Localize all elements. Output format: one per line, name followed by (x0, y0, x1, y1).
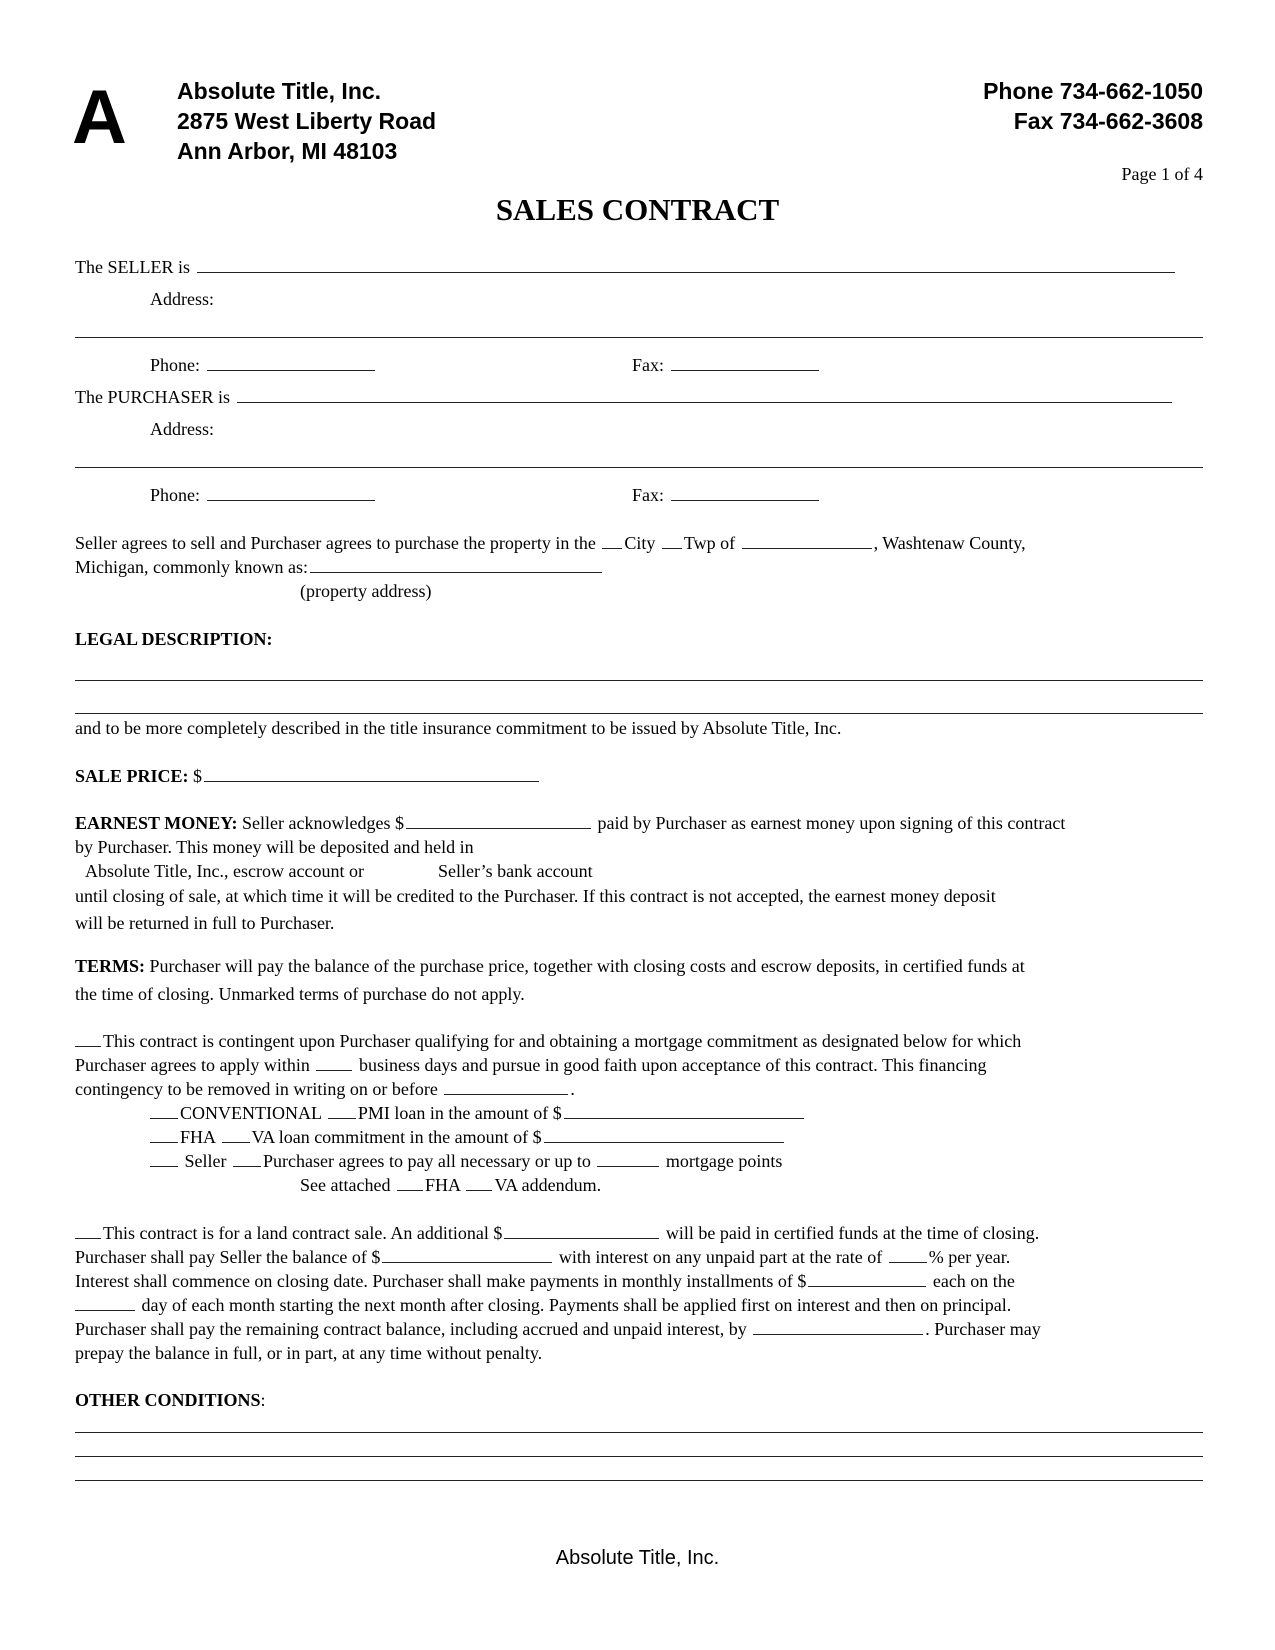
legal-description-field-1[interactable] (75, 680, 1203, 681)
purchaser-points-label: Purchaser agrees to pay all necessary or up to (263, 1151, 591, 1171)
purchaser-fax-field[interactable] (671, 484, 819, 501)
payment-day-field[interactable] (75, 1294, 135, 1311)
company-logo: A (72, 75, 127, 160)
company-phone: Phone 734-662-1050 (983, 78, 1203, 104)
legal-description-heading: LEGAL DESCRIPTION: (75, 629, 273, 649)
land-contract-text: % per year. (928, 1247, 1011, 1267)
company-city: Ann Arbor, MI 48103 (177, 138, 398, 164)
sale-price-label: SALE PRICE: (75, 766, 189, 786)
commonly-known-label: Michigan, commonly known as: (75, 557, 308, 577)
va-label: VA loan commitment in the amount of $ (251, 1127, 542, 1147)
document-title: SALES CONTRACT (495, 192, 780, 227)
mortgage-line-1 (75, 1030, 1021, 1052)
other-conditions-heading (75, 1389, 266, 1411)
property-line-2 (75, 556, 604, 578)
city-label: City (624, 533, 656, 553)
property-text: Seller agrees to sell and Purchaser agrees to purchase the property in the (75, 533, 596, 553)
earnest-line-4: until closing of sale, at which time it will be credited to the Purchaser. If this contract is not accepted, the earnest money deposit (75, 886, 996, 906)
property-address-field[interactable] (310, 556, 602, 573)
purchaser-label: The PURCHASER is (75, 387, 231, 407)
seller-line (75, 256, 1177, 278)
interest-rate-field[interactable] (889, 1246, 927, 1263)
land-contract-line-4 (75, 1294, 1011, 1316)
company-street: 2875 West Liberty Road (177, 108, 437, 134)
see-attached-label: See attached (300, 1175, 391, 1195)
earnest-text: paid by Purchaser as earnest money upon signing of this contract (597, 813, 1066, 833)
seller-phone-label: Phone: (150, 355, 201, 375)
earnest-line-2: by Purchaser. This money will be deposited and held in (75, 837, 474, 857)
pmi-label: PMI loan in the amount of $ (357, 1103, 562, 1123)
company-name: Absolute Title, Inc. (177, 78, 382, 104)
page-number: Page 1 of 4 (1121, 164, 1203, 184)
points-line (150, 1150, 782, 1172)
land-contract-text: Purchaser shall pay Seller the balance of $ (75, 1247, 381, 1267)
pmi-amount-field[interactable] (564, 1102, 804, 1119)
other-conditions-label: OTHER CONDITIONS (75, 1390, 261, 1410)
seller-name-field[interactable] (197, 256, 1175, 273)
land-contract-text: will be paid in certified funds at the time of closing. (665, 1223, 1040, 1243)
mortgage-text: Purchaser agrees to apply within (75, 1055, 310, 1075)
mortgage-line-2 (75, 1054, 986, 1076)
property-line-1 (75, 532, 1026, 554)
contingency-date-field[interactable] (444, 1078, 568, 1095)
seller-points-label: Seller (184, 1151, 227, 1171)
land-contract-line-1 (75, 1222, 1039, 1244)
seller-points-check[interactable] (150, 1150, 178, 1167)
terms-heading: TERMS: (75, 956, 146, 976)
seller-fax-field[interactable] (671, 354, 819, 371)
business-days-field[interactable] (316, 1054, 352, 1071)
land-contract-check[interactable] (75, 1222, 101, 1239)
va-check[interactable] (222, 1126, 250, 1143)
company-contact (983, 76, 1203, 136)
other-conditions-field-1[interactable] (75, 1432, 1203, 1433)
purchaser-line (75, 386, 1174, 408)
seller-phone-line (150, 354, 377, 376)
conventional-label: CONVENTIONAL (180, 1103, 322, 1123)
land-contract-text: Purchaser shall pay the remaining contract balance, including accrued and unpaid interest, by (75, 1319, 747, 1339)
twp-checkbox-blank[interactable] (662, 532, 682, 549)
legal-description-field-2[interactable] (75, 713, 1203, 714)
va-amount-field[interactable] (544, 1126, 784, 1143)
county-text: , Washtenaw County, (873, 533, 1026, 553)
balance-due-date-field[interactable] (753, 1318, 923, 1335)
purchaser-fax-line (632, 484, 821, 506)
mortgage-text: business days and pursue in good faith upon acceptance of this contract. This financing (358, 1055, 987, 1075)
purchaser-fax-label: Fax: (632, 485, 665, 505)
property-address-caption: (property address) (300, 581, 432, 601)
land-contract-text: This contract is for a land contract sale. An additional $ (103, 1223, 503, 1243)
mortgage-contingency-check[interactable] (75, 1030, 101, 1047)
seller-fax-label: Fax: (632, 355, 665, 375)
mortgage-text: contingency to be removed in writing on or before (75, 1079, 438, 1099)
installment-amount-field[interactable] (808, 1270, 926, 1287)
purchaser-phone-label: Phone: (150, 485, 201, 505)
addendum-fha-label: FHA (424, 1175, 460, 1195)
earnest-line-5: will be returned in full to Purchaser. (75, 913, 335, 933)
other-conditions-field-3[interactable] (75, 1480, 1203, 1481)
earnest-money-heading: EARNEST MONEY: (75, 813, 238, 833)
company-fax: Fax 734-662-3608 (1013, 108, 1203, 134)
municipality-field[interactable] (742, 532, 872, 549)
earnest-line-1 (75, 812, 1065, 834)
addendum-va-label: VA addendum. (494, 1175, 602, 1195)
fha-check[interactable] (150, 1126, 178, 1143)
seller-address-field[interactable] (75, 337, 1203, 338)
terms-text: Purchaser will pay the balance of the purchase price, together with closing costs and escrow deposits, in certified funds at (149, 956, 1025, 976)
company-address (177, 76, 436, 166)
legal-description-note: and to be more completely described in the title insurance commitment to be issued by Absolute Title, Inc. (75, 718, 842, 738)
addendum-va-check[interactable] (466, 1174, 492, 1191)
balance-amount-field[interactable] (382, 1246, 552, 1263)
conventional-check[interactable] (150, 1102, 178, 1119)
purchaser-phone-field[interactable] (207, 484, 375, 501)
purchaser-phone-line (150, 484, 377, 506)
sale-price-line (75, 765, 541, 787)
other-conditions-field-2[interactable] (75, 1456, 1203, 1457)
earnest-amount-field[interactable] (406, 812, 591, 829)
additional-amount-field[interactable] (504, 1222, 659, 1239)
land-contract-line-6: prepay the balance in full, or in part, at any time without penalty. (75, 1343, 543, 1363)
pmi-check[interactable] (328, 1102, 356, 1119)
fha-va-line (150, 1126, 786, 1148)
mortgage-points-label: mortgage points (665, 1151, 783, 1171)
addendum-fha-check[interactable] (397, 1174, 423, 1191)
escrow-option[interactable]: Absolute Title, Inc., escrow account or (85, 861, 364, 881)
land-contract-text: Interest shall commence on closing date. Purchaser shall make payments in monthly installments of $ (75, 1271, 807, 1291)
twp-label: Twp of (683, 533, 736, 553)
purchaser-address-field[interactable] (75, 467, 1203, 468)
conventional-line (150, 1102, 806, 1124)
land-contract-text: . Purchaser may (925, 1319, 1041, 1339)
purchaser-name-field[interactable] (237, 386, 1172, 403)
purchaser-address-label: Address: (150, 419, 214, 439)
sale-price-field[interactable] (204, 765, 539, 782)
points-field[interactable] (597, 1150, 659, 1167)
land-contract-text: with interest on any unpaid part at the rate of (558, 1247, 883, 1267)
seller-phone-field[interactable] (207, 354, 375, 371)
earnest-text: Seller acknowledges $ (242, 813, 404, 833)
page-footer: Absolute Title, Inc. (555, 1547, 720, 1569)
land-contract-text: each on the (932, 1271, 1015, 1291)
purchaser-points-check[interactable] (233, 1150, 261, 1167)
land-contract-text: day of each month starting the next month after closing. Payments shall be applied first on interest and then on principal. (141, 1295, 1012, 1315)
city-checkbox-blank[interactable] (602, 532, 622, 549)
seller-bank-option[interactable]: Seller’s bank account (438, 861, 593, 881)
land-contract-line-2 (75, 1246, 1010, 1268)
land-contract-line-5 (75, 1318, 1041, 1340)
other-conditions-colon: : (260, 1390, 266, 1410)
sale-price-currency: $ (193, 766, 203, 786)
mortgage-line-3: contingency to be removed in writing on or before . (75, 1079, 575, 1099)
fha-label: FHA (180, 1127, 216, 1147)
land-contract-line-3 (75, 1270, 1015, 1292)
terms-line-1 (75, 955, 1025, 977)
seller-address-label: Address: (150, 289, 214, 309)
addendum-line (300, 1174, 601, 1196)
terms-line-2: the time of closing. Unmarked terms of purchase do not apply. (75, 984, 525, 1004)
mortgage-text: This contract is contingent upon Purchaser qualifying for and obtaining a mortgage commitment as designated below for which (103, 1031, 1022, 1051)
seller-fax-line (632, 354, 821, 376)
seller-label: The SELLER is (75, 257, 190, 277)
